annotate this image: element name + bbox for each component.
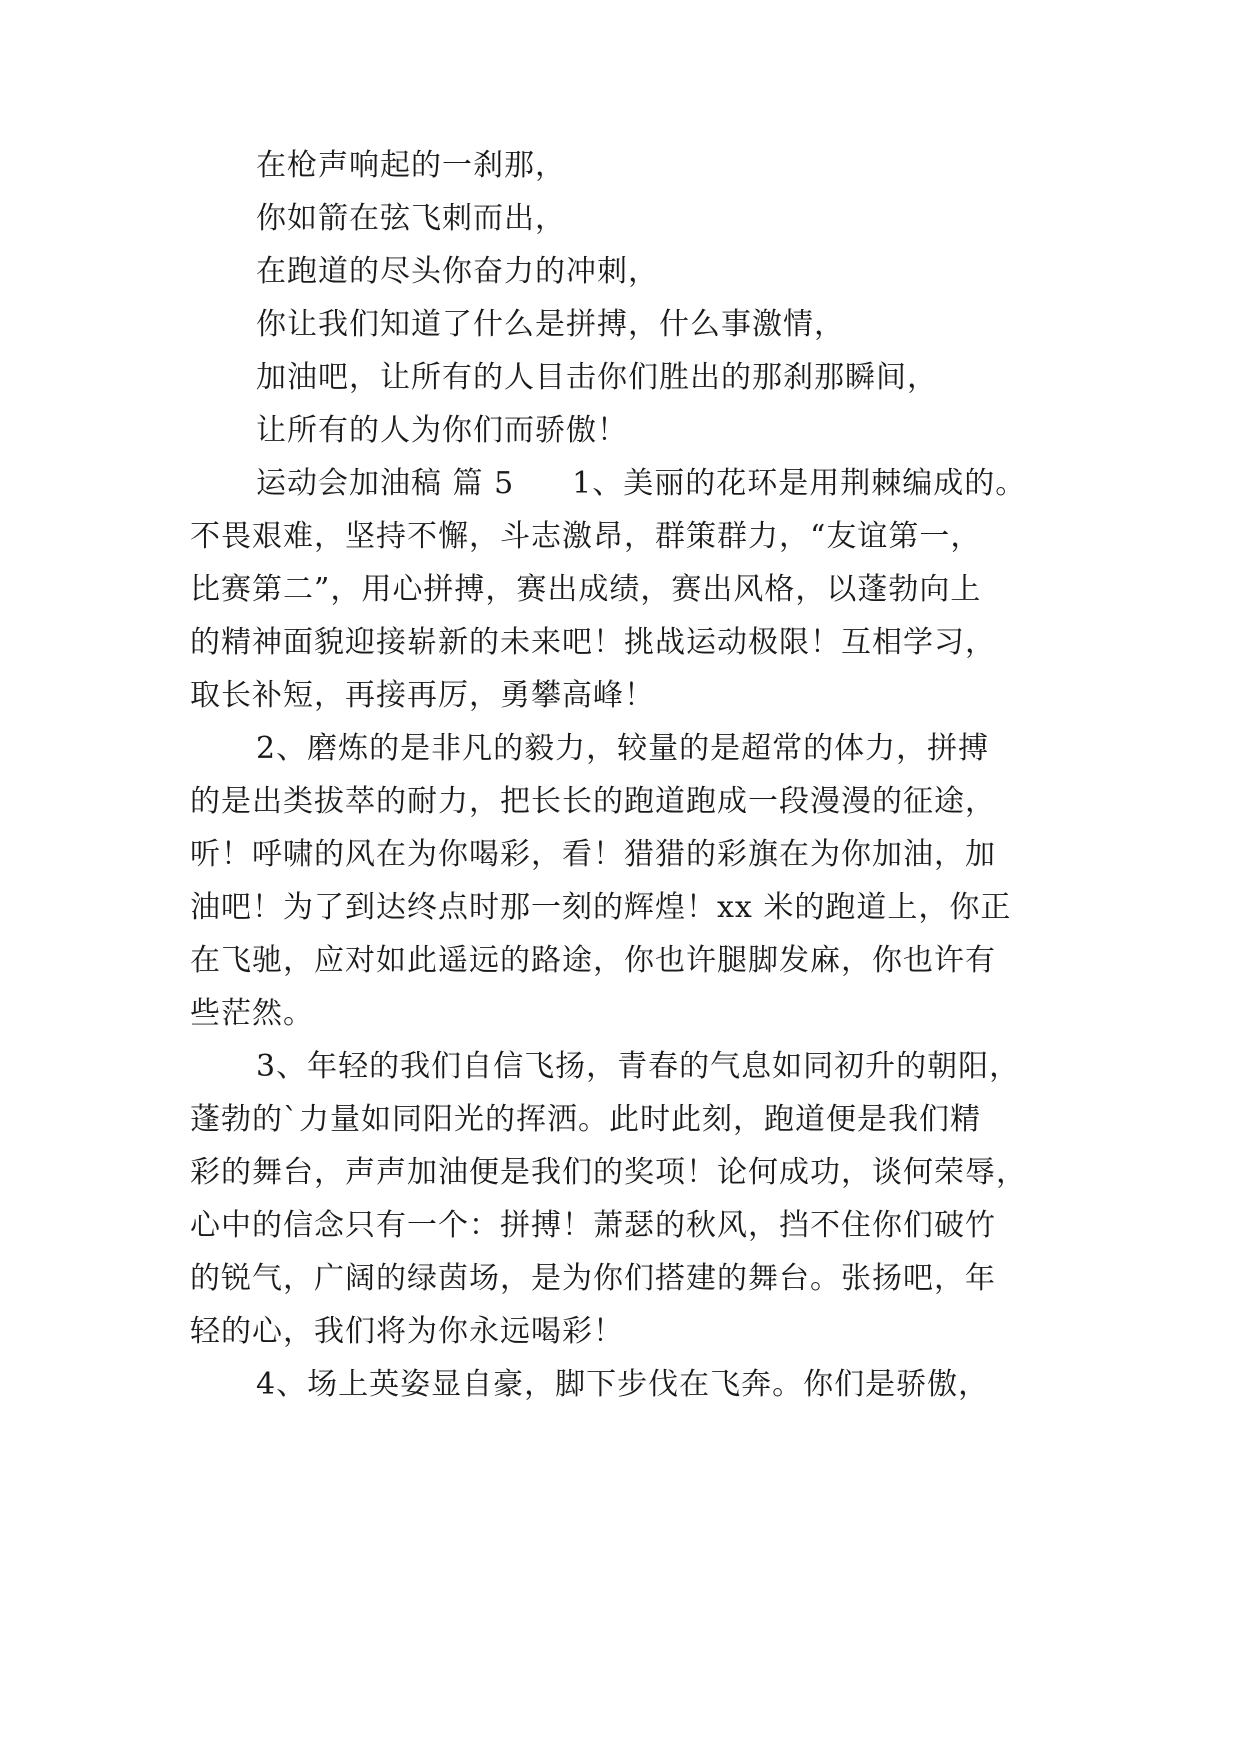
poem-line: 在枪声响起的一刹那， <box>256 148 566 183</box>
paragraph-line: 4、场上英姿显自豪，脚下步伐在飞奔。你们是骄傲， <box>256 1367 990 1402</box>
section-title: 运动会加油稿 篇 5 <box>256 466 515 501</box>
paragraph-line: 听！呼啸的风在为你喝彩，看！猎猎的彩旗在为你加油，加 <box>190 837 996 872</box>
paragraph-1-start: 1、美丽的花环是用荆棘编成的。 <box>572 466 1027 501</box>
paragraph-line: 比赛第二”，用心拼搏，赛出成绩，赛出风格，以蓬勃向上 <box>190 572 982 607</box>
paragraph-line: 取长补短，再接再厉，勇攀高峰！ <box>190 678 655 713</box>
paragraph-line: 2、磨炼的是非凡的毅力，较量的是超常的体力，拼搏 <box>256 731 990 766</box>
paragraph-line: 油吧！为了到达终点时那一刻的辉煌！xx 米的跑道上，你正 <box>190 890 1012 925</box>
poem-line: 让所有的人为你们而骄傲！ <box>256 413 628 448</box>
paragraph-line: 的是出类拔萃的耐力，把长长的跑道跑成一段漫漫的征途， <box>190 784 996 819</box>
paragraph-line: 的精神面貌迎接崭新的未来吧！挑战运动极限！互相学习， <box>190 625 996 660</box>
paragraph-line: 心中的信念只有一个：拼搏！萧瑟的秋风，挡不住你们破竹 <box>190 1208 996 1243</box>
poem-line: 你让我们知道了什么是拼搏，什么事激情， <box>256 307 845 342</box>
poem-line: 在跑道的尽头你奋力的冲刺， <box>256 254 659 289</box>
section-heading-line <box>256 464 1026 504</box>
paragraph-line: 在飞驰，应对如此遥远的路途，你也许腿脚发麻，你也许有 <box>190 943 996 978</box>
paragraph-line: 的锐气，广阔的绿茵场，是为你们搭建的舞台。张扬吧，年 <box>190 1261 996 1296</box>
paragraph-line: 蓬勃的`力量如同阳光的挥洒。此时此刻，跑道便是我们精 <box>190 1102 981 1137</box>
poem-line: 你如箭在弦飞刺而出， <box>256 201 566 236</box>
paragraph-line: 些茫然。 <box>190 996 314 1031</box>
paragraph-line: 轻的心，我们将为你永远喝彩！ <box>190 1314 624 1349</box>
poem-line: 加油吧，让所有的人目击你们胜出的那刹那瞬间， <box>256 360 938 395</box>
paragraph-line: 3、年轻的我们自信飞扬，青春的气息如同初升的朝阳， <box>256 1049 1021 1084</box>
paragraph-line: 不畏艰难，坚持不懈，斗志激昂，群策群力，“友谊第一， <box>190 519 982 554</box>
paragraph-line: 彩的舞台，声声加油便是我们的奖项！论何成功，谈何荣辱， <box>190 1155 1027 1190</box>
